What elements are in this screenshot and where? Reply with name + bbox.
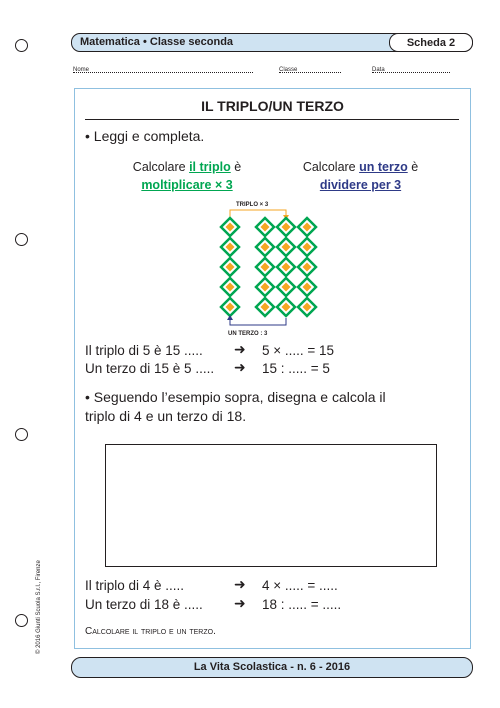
- third-keyword: un terzo: [359, 160, 408, 174]
- ex1-line2-arrow: ➜: [234, 360, 246, 376]
- third-action: dividere per 3: [319, 178, 402, 192]
- class-label: Classe: [279, 67, 298, 73]
- diamond-diagram: [218, 198, 328, 340]
- ex1-line1-calc: 5 × ..... = 15: [262, 343, 335, 358]
- ex2-line1-arrow: ➜: [234, 577, 246, 593]
- diagram-bottom-label: UN TERZO : 3: [228, 331, 268, 337]
- copyright-notice: © 2016 Giunti Scuola S.r.l., Firenze: [36, 560, 42, 654]
- ex1-line1-arrow: ➜: [234, 342, 246, 358]
- exercise2-instruction-line2: triplo di 4 e un terzo di 18.: [85, 408, 247, 424]
- third-suffix: è: [407, 160, 419, 174]
- binder-hole-2: [15, 233, 28, 246]
- exercise-caption: Calcolare il triplo e un terzo.: [85, 626, 216, 637]
- class-field[interactable]: [279, 67, 341, 73]
- binder-hole-1: [15, 39, 28, 52]
- third-definition: [283, 158, 438, 194]
- ex1-line2-text: Un terzo di 15 è 5 .....: [85, 361, 215, 376]
- binder-hole-4: [15, 614, 28, 627]
- exercise2-instruction-line1: • Seguendo l’esempio sopra, disegna e calcola il: [85, 389, 386, 405]
- name-field[interactable]: [73, 67, 253, 73]
- ex2-line1-text: Il triplo di 4 è .....: [85, 578, 185, 593]
- triple-arrow: [230, 210, 286, 217]
- name-label: Nome: [73, 67, 90, 73]
- ex1-line1-text: Il triplo di 5 è 15 .....: [85, 343, 203, 358]
- triple-suffix: è: [230, 160, 242, 174]
- header-band: [71, 33, 473, 52]
- subject-label: Matematica • Classe seconda: [80, 36, 234, 48]
- triple-keyword: il triplo: [189, 160, 231, 174]
- date-label: Data: [372, 67, 385, 73]
- title-divider: [85, 119, 459, 120]
- diagram-top-label: TRIPLO × 3: [236, 202, 269, 208]
- third-arrow-head: [227, 315, 233, 320]
- third-prefix: Calcolare: [302, 160, 360, 174]
- triple-action: moltiplicare × 3: [141, 178, 233, 192]
- ex2-line2-calc: 18 : ..... = .....: [262, 597, 342, 612]
- binder-hole-3: [15, 428, 28, 441]
- ex2-line2-text: Un terzo di 18 è .....: [85, 597, 203, 612]
- page-title: IL TRIPLO/UN TERZO: [201, 98, 344, 114]
- diamond-group: [221, 218, 316, 316]
- exercise1-instruction: • Leggi e completa.: [85, 128, 205, 144]
- drawing-area[interactable]: [105, 444, 437, 567]
- footer-band: La Vita Scolastica - n. 6 - 2016: [71, 657, 473, 678]
- ex1-line2-calc: 15 : ..... = 5: [262, 361, 330, 376]
- ex2-line2-arrow: ➜: [234, 596, 246, 612]
- triple-definition: [112, 158, 262, 194]
- exercise2-instruction: [85, 388, 386, 426]
- third-arrow: [230, 318, 286, 325]
- sheet-label: Scheda 2: [389, 33, 473, 52]
- ex2-line1-calc: 4 × ..... = .....: [262, 578, 338, 593]
- date-field[interactable]: [372, 67, 450, 73]
- triple-prefix: Calcolare: [132, 160, 190, 174]
